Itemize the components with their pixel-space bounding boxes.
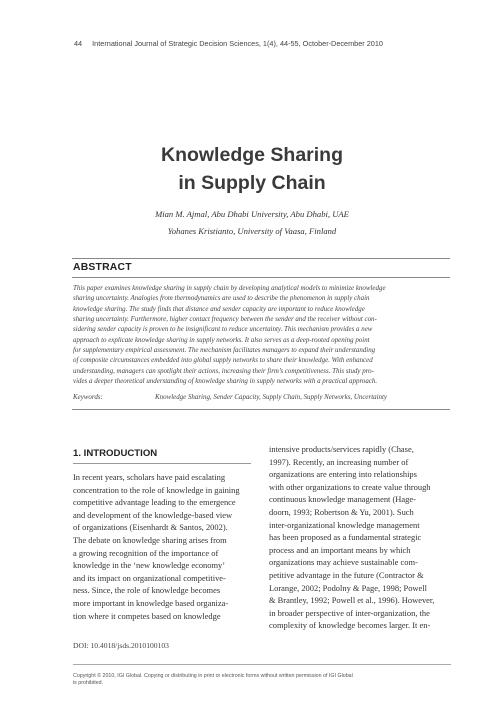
- body-line: petitive advantage in the future (Contractor &: [269, 569, 424, 580]
- keywords-line: [73, 393, 451, 401]
- abstract-line: of composite circumstances embedded into global supply networks to share their knowledge. With enhanced: [73, 356, 373, 365]
- body-line: in broader perspective of inter-organization, the: [269, 607, 430, 618]
- body-line: a growing recognition of the importance of: [73, 547, 219, 558]
- copyright-line: is prohibited.: [73, 680, 104, 687]
- abstract-heading-rule: [72, 277, 450, 278]
- body-line: competitive advantage leading to the emergence: [73, 497, 236, 508]
- body-line: organizations may achieve sustainable com-: [269, 557, 418, 568]
- body-line: doorn, 1993; Robertson & Yu, 2001). Such: [269, 506, 414, 517]
- abstract-line: knowledge sharing. The study finds that distance and sender capacity are important to reduce knowledge: [73, 304, 365, 313]
- section-heading-introduction: 1. INTRODUCTION: [73, 448, 158, 459]
- journal-citation: International Journal of Strategic Decision Sciences, 1(4), 44-55, October-December 2010: [92, 39, 383, 48]
- abstract-line: sidering sender capacity is proven to be insignificant to reduce uncertainty. This mechanism provides a new: [73, 325, 373, 334]
- abstract-line: sharing uncertainty. Furthermore, higher contact frequency between the sender and the receiver without con-: [73, 315, 377, 324]
- doi: DOI: 10.4018/jsds.2010100103: [73, 641, 169, 650]
- body-line: tion where it competes based on knowledge: [73, 610, 221, 621]
- introduction-right-column: [269, 443, 447, 632]
- body-line: and development of the knowledge-based view: [73, 509, 233, 520]
- body-line: of organizations (Eisenhardt & Santos, 2002).: [73, 522, 228, 533]
- running-head: [74, 39, 454, 48]
- abstract-line: This paper examines knowledge sharing in supply chain by developing analytical models to minimize knowledge: [73, 284, 386, 292]
- body-line: inter-organizational knowledge management: [269, 519, 420, 530]
- introduction-left-column: [73, 471, 251, 622]
- body-line: more important in knowledge based organiza-: [73, 597, 229, 608]
- body-line: has been proposed as a fundamental strategic: [269, 532, 422, 543]
- body-line: In recent years, scholars have paid escalating: [73, 472, 226, 482]
- abstract-line: approach to explicate knowledge sharing in supply networks. It also serves as a deep-rooted opening point: [73, 335, 370, 344]
- body-line: knowledge in the ‘new knowledge economy’: [73, 560, 226, 571]
- body-line: with other organizations to create value through: [269, 481, 431, 492]
- abstract-line: vides a deeper theoretical understanding of knowledge sharing in supply networks with a practical approach.: [73, 377, 378, 386]
- abstract-line: understanding, managers can spotlight their actions, increasing their firm’s competitiveness. This study pro-: [73, 366, 374, 375]
- body-line: organizations are entering into relationships: [269, 469, 417, 480]
- abstract-heading: ABSTRACT: [73, 262, 132, 273]
- body-line: 1997). Recently, an increasing number of: [269, 456, 409, 467]
- paper-title: [0, 141, 504, 197]
- keywords-list: Knowledge Sharing, Sender Capacity, Supply Chain, Supply Networks, Uncertainty: [155, 393, 387, 401]
- author-affiliation-1: Mian M. Ajmal, Abu Dhabi University, Abu Dhabi, UAE: [155, 209, 349, 219]
- keywords-label: Keywords:: [73, 393, 103, 401]
- abstract-line: sharing uncertainty. Analogies from thermodynamics are used to describe the phenomenon in supply chain: [73, 294, 370, 303]
- author-affiliation-2: Yohanes Kristianto, University of Vaasa, Finland: [167, 226, 337, 236]
- copyright-line: Copyright © 2010, IGI Global. Copying or distributing in print or electronic forms without written permission of IGI Global: [73, 673, 353, 679]
- body-line: concentration to the role of knowledge in gaining: [73, 484, 240, 495]
- body-line: Lorange, 2002; Podolny & Page, 1998; Powell: [269, 582, 427, 593]
- page-number: 44: [74, 39, 83, 48]
- body-line: & Brantley, 1992; Powell et al., 1996). However,: [269, 595, 435, 606]
- body-line: continuous knowledge management (Hage-: [269, 494, 416, 505]
- title-line-2: in Supply Chain: [178, 172, 326, 194]
- body-line: complexity of knowledge becomes larger. It en-: [269, 620, 431, 631]
- body-line: intensive products/services rapidly (Chase,: [269, 444, 414, 454]
- body-line: process and an important means by which: [269, 544, 411, 555]
- abstract-line: for supplementary empirical assessment. The mechanism facilitates managers to expand their understanding: [73, 346, 376, 355]
- footer-rule: [73, 664, 451, 665]
- abstract-bottom-rule: [72, 409, 450, 410]
- body-line: and its impact on organizational competitive-: [73, 572, 226, 583]
- body-line: The debate on knowledge sharing arises from: [73, 534, 227, 545]
- abstract-top-rule: [72, 258, 450, 259]
- body-line: ness. Since, the role of knowledge becomes: [73, 585, 221, 596]
- copyright-notice: [73, 673, 451, 688]
- abstract-body: [73, 283, 451, 386]
- title-line-1: Knowledge Sharing: [160, 144, 343, 166]
- introduction-heading-rule: [73, 463, 251, 464]
